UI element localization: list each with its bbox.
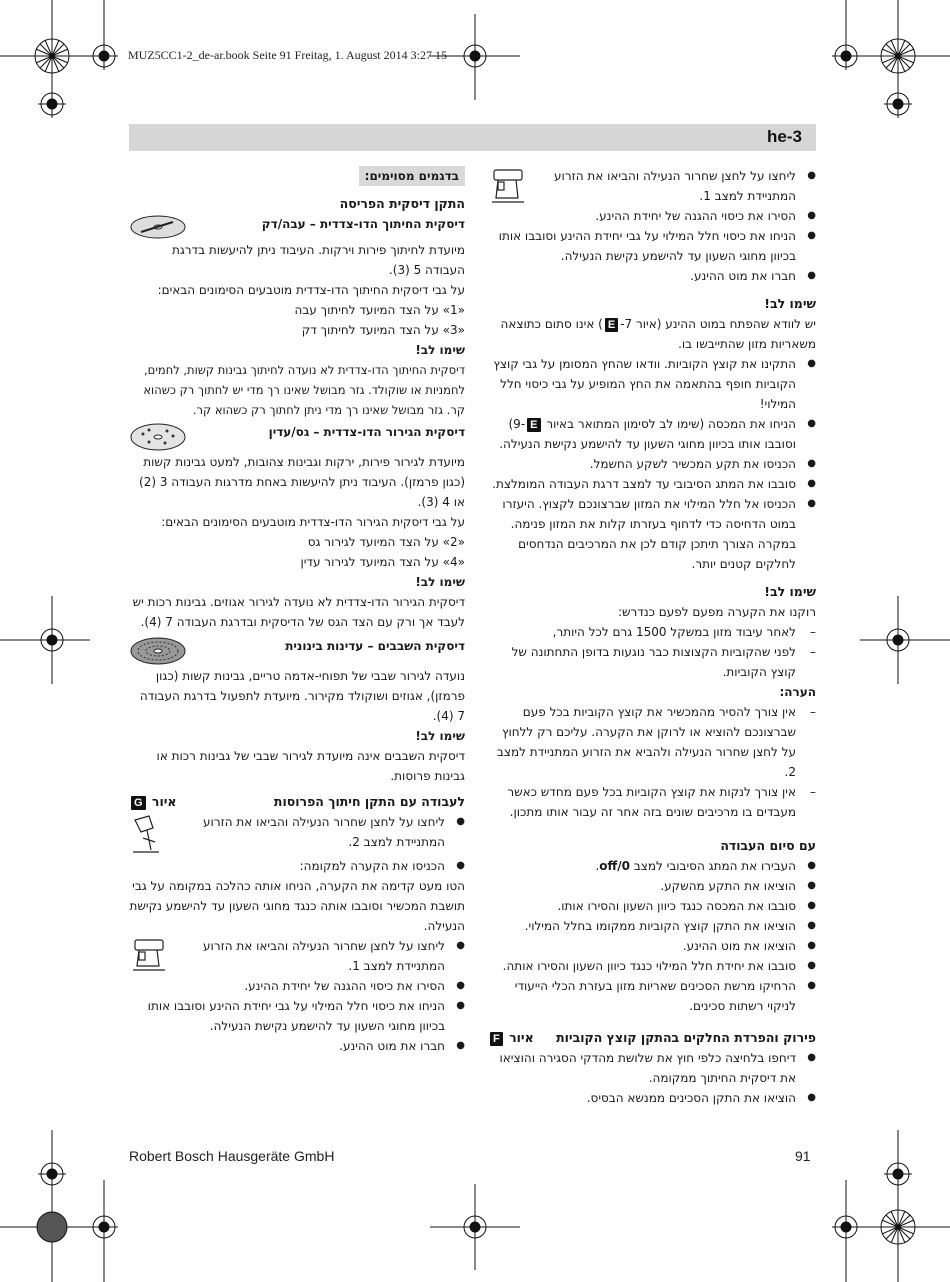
mixer-arm-raised-illustration bbox=[129, 812, 163, 856]
list-item: ● הסירו את כיסוי ההגנה של יחידת ההינע. bbox=[129, 976, 445, 996]
list-item: ● הוציאו את התקן קוצץ הקוביות ממקומו בחלל המילוי. bbox=[488, 916, 796, 936]
list-item: ● התקינו את קוצץ הקוביות. וודאו שהחץ המסומן על גבי קוצץ הקוביות חופף בהתאמה את החץ המופיע על גבי כיסוי חלל המילוי! bbox=[488, 354, 796, 414]
figure-badge: E bbox=[605, 318, 618, 332]
section-title: לעבודה עם התקן חיתוך הפרוסות bbox=[273, 794, 465, 809]
figure-badge: F bbox=[490, 1032, 503, 1046]
note-items bbox=[488, 622, 816, 682]
remark-title: הערה: bbox=[779, 685, 816, 699]
note-title: שימו לב! bbox=[415, 575, 465, 589]
section-label: he-3 bbox=[767, 127, 802, 146]
section-band bbox=[129, 124, 816, 151]
list-item: ● הרחיקו מרשת הסכינים שאריות מזון בעזרת הכלי הייעודי לניקוי רשתות סכינים. bbox=[488, 976, 796, 1016]
note-intro: רוקנו את הקערה מפעם לפעם כנדרש: bbox=[617, 605, 816, 619]
special-models-label: בדגמים מסוימים: bbox=[359, 166, 465, 186]
section-title-row bbox=[488, 1028, 816, 1048]
list-item: – אין צורך לנקות את קוצץ הקוביות בכל פעם מחדש כאשר מעבדים בו מרכיבים שונים בזה אחר זה עבור אותו מתכון. bbox=[488, 782, 796, 822]
list-item: – לאחר עיבוד מזון במשקל 1500 גרם לכל היותר, bbox=[488, 622, 796, 642]
mixer-arm-illustration bbox=[129, 936, 169, 974]
left-column: בדגמים מסוימים: התקן דיסקית הפריסה דיסקית החיתוך הדו-צדדית – עבה/דק מיועדת לחיתוך פירות וירקות. העיבוד ניתן להיעשות בדרגת העבודה 5 (3). על גבי דיסקית החיתוך הדו-צדדית מוטבעים הסימונים הבאים: «1» על הצד המיועד לחיתוך עבה «3» על הצד המיועד לחיתוך דק שימו לב! דיסקית החיתוך הדו-צדדית לא נועדה לחיתוך גבינות קשות, לחמים, לחמניות או שוקולד. גזר מבושל שאינו רך מדי יש לחתוך רק כשהוא קר. גזר מבושל שאינו רך מדי ניתן לחתוך רק כשהוא קר. דיסקית הגירור הדו-צדדית – גס/עדין מיועדת לגירור פירות, ירקות וגבינות צהובות, למעט גבינות קשות (כגון פרמזן). העיבוד ניתן להיעשות באחת מדרגות העבודה 3 (2) או 4 (3). על גבי דיסקית הגירור הדו-צדדית מוטבעים הסימונים הבאים: «2» על הצד המיועד לגירור גס «4» על הצד המיועד לגירור עדין שימו לב! דיסקית הגירור הדו-צדדית לא נועדה לגירור אגוזים. גבינות רכות יש לעבד אך ורק עם הצד הגס של הדיסקית ובדרגת העבודה 7 (4). דיסקית השבבים – עדינות בינונית נועדה לגירור שבבי של תפוחי-אדמה טריים, גבינות קשות (כגון פרמזן), אגוזים ושוקולד מקירור. מיועדת לתפעול בדרגת העבודה 7 (4). שימו לב! דיסקית השבבים אינה מיועדת לגירור שבבי של גבינות רכות או גבינות פרוסות. לעבודה עם התקן חיתוך הפרוסות איור G ● ליחצו על לחצן שחרור הנעילה והביאו את הזרוע המתניידת למצב 2. ● הכניסו את הקערה למקומה: הטו מעט קדימה את הקערה, הניחו אותה כהלכה במקומה על גבי תושבת המכשיר וסובבו אותה כנגד מחוגי השעון עד להישמע נקישת הנעילה. ● ליחצו על לחצן שחרור הנעילה והביאו את הזרוע המתניידת למצב 1. ● הסירו את כיסוי ההגנה של יחידת ההינע. ● הניחו את כיסוי חלל המילוי על גבי יחידת ההינע וסובבו אותו בכיוון מחוגי השעון עד להישמע נקישת הנעילה. ● חברו את מוט ההינע. bbox=[129, 166, 465, 1056]
list-item: ● הכניסו את הקערה למקומה: bbox=[129, 856, 445, 876]
section-title: פירוק והפרדת החלקים בהתקן קוצץ הקוביות bbox=[556, 1030, 816, 1045]
intro-steps bbox=[488, 166, 816, 286]
list-item: ● ליחצו על לחצן שחרור הנעילה והביאו את הזרוע המתניידת למצב 1. bbox=[129, 936, 445, 976]
list-item: ● הניחו את כיסוי חלל המילוי על גבי יחידת ההינע וסובבו אותו בכיוון מחוגי השעון עד להישמע נקישת הנעילה. bbox=[129, 996, 445, 1036]
subsection-title: דיסקית השבבים – עדינות בינונית bbox=[285, 639, 465, 653]
list-item: ● העבירו את המתג הסיבובי למצב off/0. bbox=[488, 856, 796, 876]
note-title: שימו לב! bbox=[764, 296, 816, 311]
list-item: ● הוציאו את התקע מהשקע. bbox=[488, 876, 796, 896]
list-item: – אין צורך להסיר מהמכשיר את קוצץ הקוביות בכל פעם שברצונכם להוציא או לרוקן את הקערה. עליכם רק ללחוץ על לחצן שחרור הנעילה ולהביא את הזרוע המתניידת למצב 2. bbox=[488, 702, 796, 782]
list-item: ● סובבו את המתג הסיבובי עד למצב דרגת העבודה המומלצת. bbox=[488, 474, 796, 494]
subsection-title: דיסקית החיתוך הדו-צדדית – עבה/דק bbox=[261, 217, 465, 231]
list-item: ● סובבו את המכסה כנגד כיוון השעון והסירו אותו. bbox=[488, 896, 796, 916]
footer-company: Robert Bosch Hausgeräte GmbH bbox=[129, 1148, 335, 1164]
note-title: שימו לב! bbox=[415, 729, 465, 743]
note-text: יש לוודא שהפתח במוט ההינע (איור 7-E) אינו סתום כתוצאה משאריות מזון שהתייבשו בו. bbox=[500, 317, 816, 351]
list-item: ● הכניסו אל חלל המילוי את המזון שברצונכם לקצוץ. היעזרו במוט הדחיסה כדי לדחוף בעזרתו קלות את המזון פנימה. במקרה הצורך תיתכן קודם לכן את המרכיבים הנדחסים לחלקים קטנים יותר. bbox=[488, 494, 796, 574]
file-header: MUZ5CC1-2_de-ar.book Seite 91 Freitag, 1. August 2014 3:27 15 bbox=[128, 48, 447, 62]
work-steps bbox=[129, 812, 465, 876]
remark-items bbox=[488, 702, 816, 822]
list-item: – לפני שהקוביות הקצוצות כבר נוגעות בדופן התחתונה של קוצץ הקוביות. bbox=[488, 642, 796, 682]
figure-badge: E bbox=[527, 418, 540, 432]
shredding-disc-illustration bbox=[129, 636, 187, 666]
note-title: שימו לב! bbox=[764, 584, 816, 599]
figure-ref: איור F bbox=[488, 1028, 534, 1048]
page-number: 91 bbox=[795, 1148, 811, 1164]
list-item: ● ליחצו על לחצן שחרור הנעילה והביאו את הזרוע המתניידת למצב 2. bbox=[129, 812, 445, 856]
figure-badge: G bbox=[131, 796, 146, 810]
section-title: עם סיום העבודה bbox=[720, 838, 816, 853]
section-title: התקן דיסקית הפריסה bbox=[339, 196, 465, 211]
list-item: ● הוציאו את מוט ההינע. bbox=[488, 936, 796, 956]
slicing-disc-illustration bbox=[129, 214, 187, 240]
disassembly-steps bbox=[488, 1048, 816, 1108]
work-steps-continued bbox=[129, 936, 465, 1056]
list-item: ● הסירו את כיסוי ההגנה של יחידת ההינע. bbox=[488, 206, 796, 226]
mixer-arm-illustration bbox=[488, 166, 528, 206]
figure-ref: איור G bbox=[129, 792, 177, 812]
list-item: ● ליחצו על לחצן שחרור הנעילה והביאו את הזרוע המתניידת למצב 1. bbox=[488, 166, 796, 206]
note-title: שימו לב! bbox=[415, 343, 465, 357]
grating-disc-illustration bbox=[129, 422, 187, 452]
list-item: ● הניחו את המכסה (שימו לב לסימון המתואר באיור E-9) וסובבו אותו בכיוון מחוגי השעון עד להישמע נקישת הנעילה. bbox=[488, 414, 796, 454]
list-item: ● סובבו את יחידת חלל המילוי כנגד כיוון השעון והסירו אותה. bbox=[488, 956, 796, 976]
end-steps bbox=[488, 856, 816, 1016]
list-item: ● חברו את מוט ההינע. bbox=[129, 1036, 445, 1056]
list-item: ● הכניסו את תקע המכשיר לשקע החשמל. bbox=[488, 454, 796, 474]
list-item: ● הוציאו את התקן הסכינים ממנשא הבסיס. bbox=[488, 1088, 796, 1108]
right-column bbox=[488, 166, 816, 1108]
subsection-title: דיסקית הגירור הדו-צדדית – גס/עדין bbox=[268, 425, 465, 439]
assembly-steps bbox=[488, 354, 816, 574]
list-item: ● חברו את מוט ההינע. bbox=[488, 266, 796, 286]
list-item: ● דיחפו בלחיצה כלפי חוץ את שלושת מהדקי הסגירה והוציאו את דיסקית החיתוך ממקומה. bbox=[488, 1048, 796, 1088]
list-item: ● הניחו את כיסוי חלל המילוי על גבי יחידת ההינע וסובבו אותו בכיוון מחוגי השעון עד להישמע נקישת הנעילה. bbox=[488, 226, 796, 266]
